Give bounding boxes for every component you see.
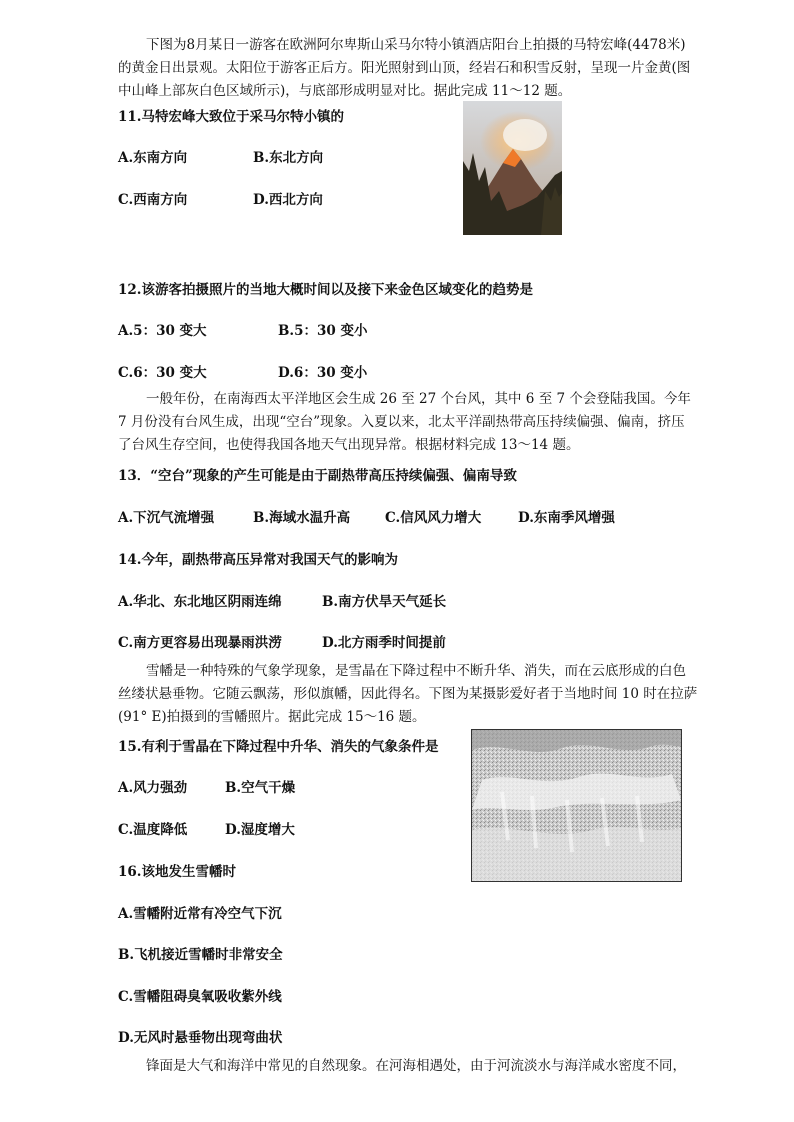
question-13-option-b: B.海域水温升高 — [253, 510, 351, 526]
question-12-option-d: D.6：30 变小 — [278, 365, 368, 381]
question-15-stem: 15.有利于雪晶在下降过程中升华、消失的气象条件是 — [118, 739, 439, 755]
question-11-option-d: D.西北方向 — [253, 192, 323, 208]
question-11-option-a: A.东南方向 — [118, 150, 188, 166]
question-12-stem: 12.该游客拍摄照片的当地大概时间以及接下来金色区域变化的趋势是 — [118, 282, 533, 298]
passage-matterhorn: 下图为8月某日一游客在欧洲阿尔卑斯山采马尔特小镇酒店阳台上拍摄的马特宏峰(4478米)的黄金日出景观。太阳位于游客正后方。阳光照射到山顶，经岩石和积雪反射，呈现一片金黄(图中山峰上部灰白色区域所示)，与底部形成明显对比。据此完成 11～12 题。 — [118, 37, 691, 99]
question-14-option-c: C.南方更容易出现暴雨洪涝 — [118, 635, 282, 651]
question-14-option-d: D.北方雨季时间提前 — [322, 635, 446, 651]
question-12-option-a: A.5：30 变大 — [118, 323, 207, 339]
question-15-option-a: A.风力强劲 — [118, 780, 188, 796]
question-16-option-b: B.飞机接近雪幡时非常安全 — [118, 947, 283, 963]
virga-photo — [471, 729, 682, 882]
question-13-option-c: C.信风风力增大 — [385, 510, 482, 526]
question-16-option-d: D.无风时悬垂物出现弯曲状 — [118, 1030, 283, 1046]
question-13-option-d: D.东南季风增强 — [518, 510, 615, 526]
question-13-option-a: A.下沉气流增强 — [118, 510, 215, 526]
question-14-option-b: B.南方伏旱天气延长 — [322, 594, 447, 610]
question-16-option-a: A.雪幡附近常有冷空气下沉 — [118, 906, 282, 922]
matterhorn-sunrise-photo — [463, 101, 562, 235]
question-15-option-c: C.温度降低 — [118, 822, 188, 838]
question-12-option-b: B.5：30 变小 — [278, 323, 368, 339]
question-13-stem: 13．“空台”现象的产生可能是由于副热带高压持续偏强、偏南导致 — [118, 468, 517, 484]
question-15-option-b: B.空气干燥 — [225, 780, 296, 796]
passage-front: 锋面是大气和海洋中常见的自然现象。在河海相遇处，由于河流淡水与海洋咸水密度不同， — [146, 1058, 686, 1074]
passage-virga: 雪幡是一种特殊的气象学现象，是雪晶在下降过程中不断升华、消失，而在云底形成的白色丝缕状悬垂物。它随云飘荡，形似旗幡，因此得名。下图为某摄影爱好者于当地时间 10 时在拉萨(91° E)拍摄到的雪幡照片。据此完成 15～16 题。 — [118, 663, 698, 725]
question-11-option-c: C.西南方向 — [118, 192, 188, 208]
question-14-stem: 14.今年，副热带高压异常对我国天气的影响为 — [118, 552, 398, 568]
question-15-option-d: D.湿度增大 — [225, 822, 295, 838]
question-11-option-b: B.东北方向 — [253, 150, 324, 166]
question-16-option-c: C.雪幡阻碍臭氧吸收紫外线 — [118, 989, 282, 1005]
question-16-stem: 16.该地发生雪幡时 — [118, 864, 236, 880]
passage-typhoon: 一般年份，在南海西太平洋地区会生成 26 至 27 个台风，其中 6 至 7 个会登陆我国。今年 7 月份没有台风生成，出现“空台”现象。入夏以来，北太平洋副热带高压持续偏强、偏南，挤压了台风生存空间，也使得我国各地天气出现异常。根据材料完成 13～14 题。 — [118, 391, 691, 453]
question-12-option-c: C.6：30 变大 — [118, 365, 207, 381]
question-11-stem: 11.马特宏峰大致位于采马尔特小镇的 — [118, 109, 344, 125]
question-14-option-a: A.华北、东北地区阴雨连绵 — [118, 594, 282, 610]
